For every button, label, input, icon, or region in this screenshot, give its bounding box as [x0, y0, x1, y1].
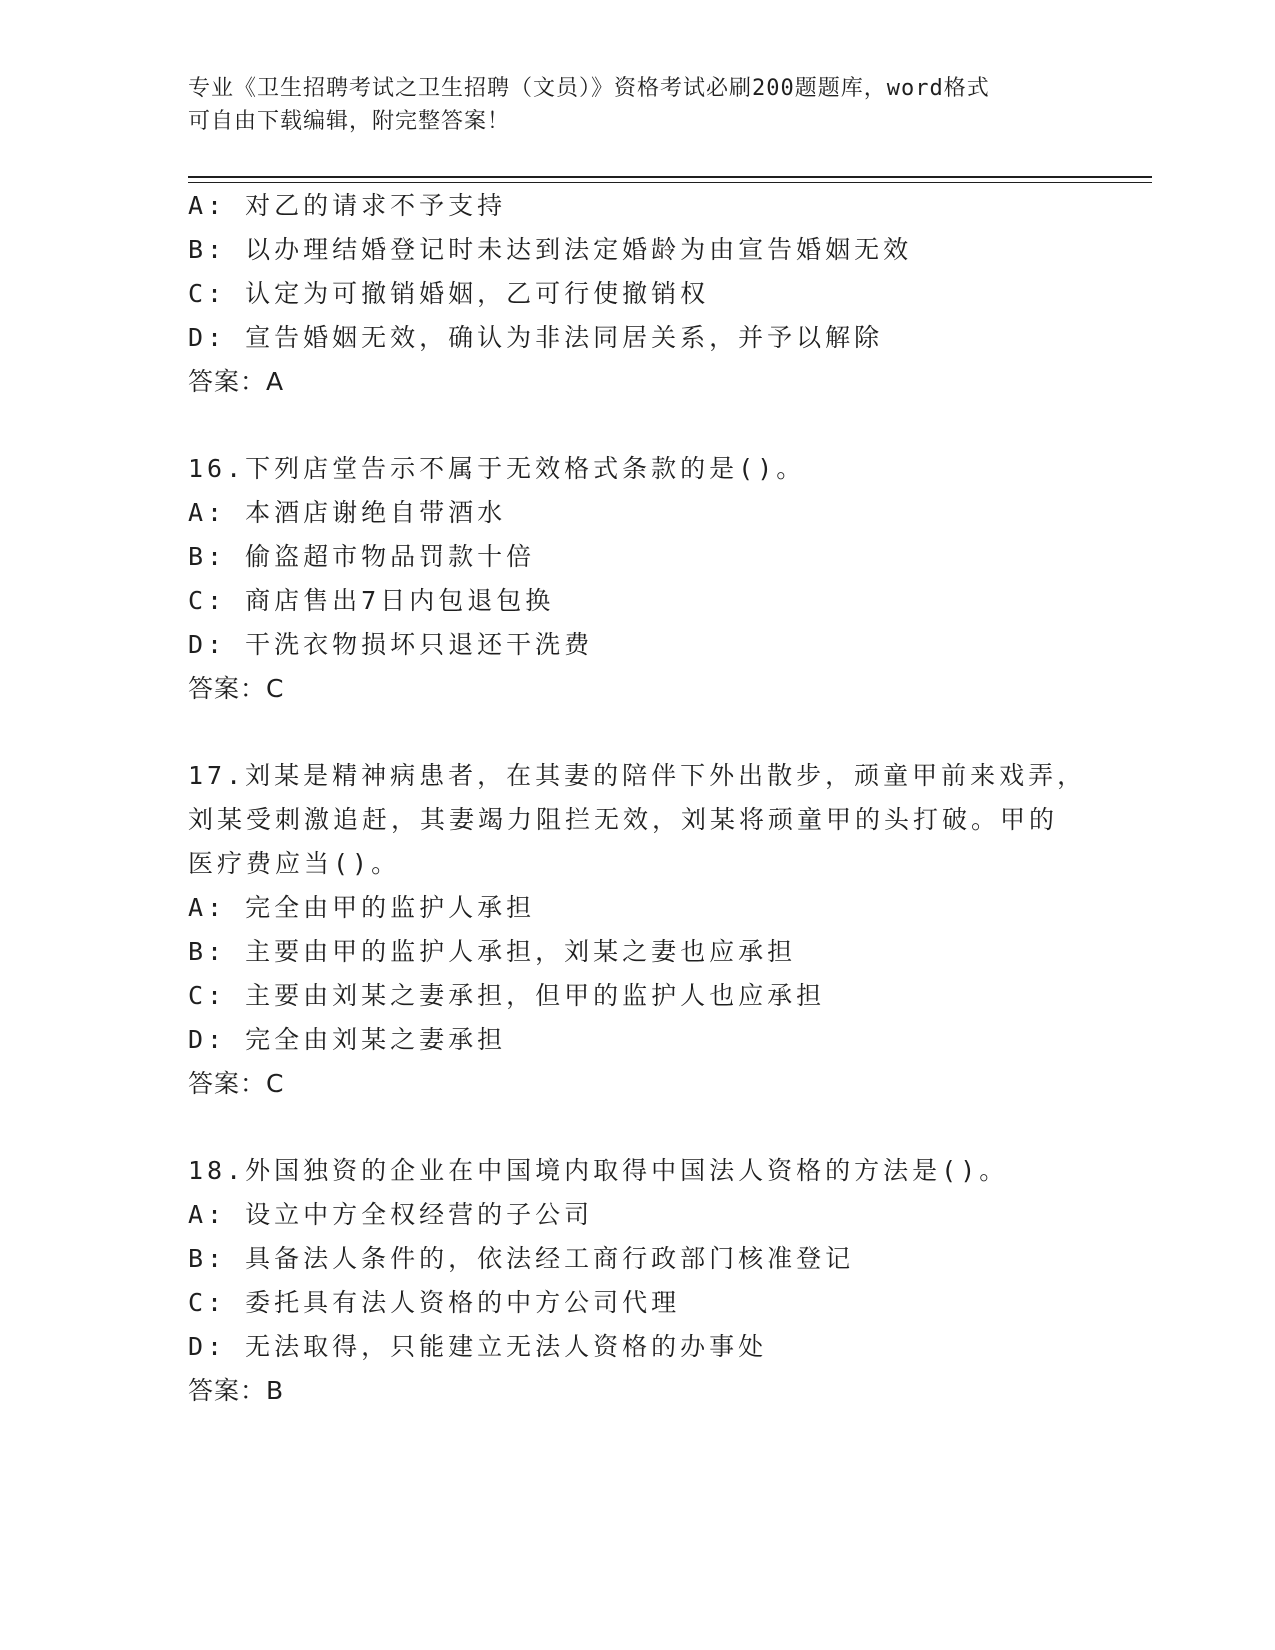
q16-option-b: B: 偷盗超市物品罚款十倍: [188, 542, 536, 571]
q18-answer: 答案：B: [188, 1376, 285, 1405]
q15-option-d: D: 宣告婚姻无效，确认为非法同居关系，并予以解除: [188, 323, 884, 352]
q16-stem-line-1: 16.下列店堂告示不属于无效格式条款的是()。: [188, 454, 806, 483]
q18-option-a: A: 设立中方全权经营的子公司: [188, 1200, 594, 1229]
q17-option-a: A: 完全由甲的监护人承担: [188, 893, 536, 922]
q18-option-c: C: 委托具有法人资格的中方公司代理: [188, 1288, 681, 1317]
q15-answer: 答案：A: [188, 367, 285, 396]
header-divider-thin: [188, 182, 1152, 183]
q16-option-c: C: 商店售出7日内包退包换: [188, 586, 555, 615]
q15-option-b: B: 以办理结婚登记时未达到法定婚龄为由宣告婚姻无效: [188, 235, 913, 264]
q16-option-a: A: 本酒店谢绝自带酒水: [188, 498, 507, 527]
q18-option-b: B: 具备法人条件的，依法经工商行政部门核准登记: [188, 1244, 855, 1273]
q17-answer: 答案：C: [188, 1069, 285, 1098]
document-header: [188, 72, 1088, 138]
q18-option-d: D: 无法取得，只能建立无法人资格的办事处: [188, 1332, 768, 1361]
q17-stem-line-3: 医疗费应当()。: [188, 849, 401, 878]
q17-option-b: B: 主要由甲的监护人承担，刘某之妻也应承担: [188, 937, 797, 966]
q17-option-d: D: 完全由刘某之妻承担: [188, 1025, 507, 1054]
q15-option-a: A: 对乙的请求不予支持: [188, 191, 507, 220]
q16-option-d: D: 干洗衣物损坏只退还干洗费: [188, 630, 594, 659]
header-line-2: 可自由下载编辑，附完整答案！: [188, 109, 511, 134]
q17-stem-line-2: 刘某受刺激追赶，其妻竭力阻拦无效，刘某将顽童甲的头打破。甲的: [188, 805, 1059, 834]
q17-stem-line-1: 17.刘某是精神病患者，在其妻的陪伴下外出散步，顽童甲前来戏弄，: [188, 761, 1087, 790]
q17-option-c: C: 主要由刘某之妻承担，但甲的监护人也应承担: [188, 981, 826, 1010]
q18-stem-line-1: 18.外国独资的企业在中国境内取得中国法人资格的方法是()。: [188, 1156, 1009, 1185]
header-divider-thick: [188, 176, 1152, 178]
q15-option-c: C: 认定为可撤销婚姻，乙可行使撤销权: [188, 279, 710, 308]
q16-answer: 答案：C: [188, 674, 285, 703]
header-line-1: 专业《卫生招聘考试之卫生招聘（文员）》资格考试必刷200题题库，word格式: [188, 76, 990, 101]
